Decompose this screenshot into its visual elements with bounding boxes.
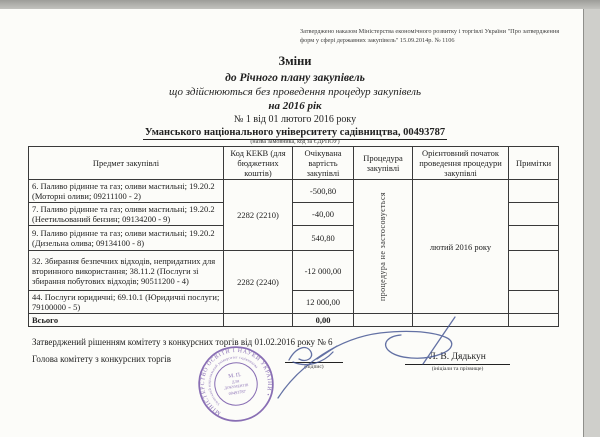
signature-scribble	[255, 312, 475, 407]
subject-cell: 32. Збирання безпечних відходів, непридатних для вторинного використання; 38.11.2 (Послуги зі збирання побутових відходів; 90511200 - 4)	[29, 251, 224, 291]
stamp-center-mp: М. П.	[227, 371, 242, 380]
total-label-cell: Всього	[29, 314, 224, 327]
doc-number-line: № 1 від 01 лютого 2016 року	[233, 114, 357, 125]
subject-cell: 9. Паливо рідинне та газ; оливи мастильні; 19.20.2 (Дизельна олива; 09134100 - 8)	[29, 226, 224, 251]
column-header-kekv: Код КЕКВ (для бюджетних коштів)	[224, 147, 293, 180]
chairman-label: Голова комітету з конкурсних торгів	[32, 354, 172, 364]
notes-cell	[509, 251, 559, 291]
name-caption: (ініціали та прізвище)	[431, 366, 484, 372]
stamp-center-code: 00493787	[228, 388, 247, 397]
value-cell: -40,00	[293, 203, 354, 226]
notes-cell	[509, 180, 559, 203]
table-header-row	[29, 147, 559, 180]
doc-year-line: на 2016 рік	[268, 100, 322, 112]
column-header-subject: Предмет закупівлі	[29, 147, 224, 180]
column-header-start: Орієнтовний початок проведення процедури закупівлі	[413, 147, 509, 180]
scan-edge-top	[0, 0, 600, 9]
table-row	[29, 180, 559, 203]
notes-cell	[509, 203, 559, 226]
customer-line: Уманського національного університету садівництва, 00493787	[144, 127, 446, 138]
stamp-inner-ring-text: Уманський національний університет садівництва	[207, 355, 259, 407]
procedure-cell	[354, 180, 413, 314]
doc-title: Зміни	[278, 54, 312, 68]
customer-caption: (назва замовника, код за ЄДРПОУ)	[250, 139, 340, 145]
notes-cell	[509, 226, 559, 251]
title-block	[0, 54, 590, 145]
value-cell: -500,80	[293, 180, 354, 203]
stamp-center-dlya: ДЛЯ	[231, 379, 240, 385]
stamp-center-documents: ДОКУМЕНТІВ	[224, 382, 249, 391]
value-cell: -12 000,00	[293, 251, 354, 291]
stamp-ring-text: МІНІСТЕРСТВО ОСВІТИ І НАУКИ УКРАЇНИ •	[199, 347, 273, 416]
column-header-procedure: Процедура закупівлі	[354, 147, 413, 180]
signature-caption: (підпис)	[304, 364, 324, 370]
empty-cell	[509, 314, 559, 327]
subject-cell: 6. Паливо рідинне та газ; оливи мастильні; 19.20.2 (Моторні оливи; 09211100 - 2)	[29, 180, 224, 203]
approved-resolution-line: Затверджений рішенням комітету з конкурсних торгів від 01.02.2016 року № 6	[32, 337, 333, 347]
chairman-name: Л. В. Дядькун	[429, 352, 486, 362]
subject-cell: 7. Паливо рідинне та газ; оливи мастильні; 19.20.2 (Неетильований бензин; 09134200 - 9)	[29, 203, 224, 226]
kekv-cell: 2282 (2240)	[224, 251, 293, 314]
approval-note-line1: Затверджено наказом Міністерства економічного розвитку і торгівлі України "Про затвердження форм у	[300, 28, 560, 45]
procurement-table	[28, 146, 559, 327]
column-header-notes: Примітки	[509, 147, 559, 180]
doc-subtitle-1: до Річного плану закупівель	[225, 72, 365, 84]
subject-cell: 44. Послуги юридичні; 69.10.1 (Юридичні послуги; 79100000 - 5)	[29, 291, 224, 314]
start-period-cell: лютий 2016 року	[413, 180, 509, 314]
procedure-note: процедура не застосовується	[378, 192, 387, 301]
approval-note	[300, 27, 568, 45]
column-header-value: Очікувана вартість закупівлі	[293, 147, 354, 180]
total-value-cell: 0,00	[293, 314, 354, 327]
value-cell: 540,80	[293, 226, 354, 251]
doc-subtitle-2: що здійснюються без проведення процедур закупівель	[169, 86, 421, 98]
kekv-cell: 2282 (2210)	[224, 180, 293, 251]
notes-cell	[509, 291, 559, 314]
value-cell: 12 000,00	[293, 291, 354, 314]
approval-note-line2: сфері державних закупівель" 15.09.2014р. № 1106	[320, 37, 455, 45]
